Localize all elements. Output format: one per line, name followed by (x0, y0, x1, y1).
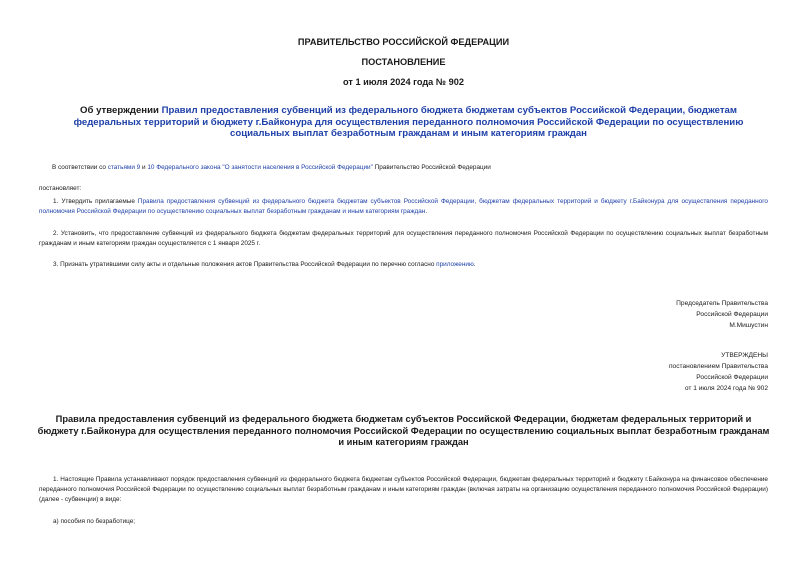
signature-organization: Российской Федерации (696, 311, 768, 318)
rules-subitem-a: а) пособия по безработице; (53, 518, 136, 525)
document-title (56, 105, 761, 140)
approval-by-resolution: постановлением Правительства (668, 363, 768, 370)
preamble-text-before: В соответствии со (52, 164, 108, 171)
item-3-end: . (473, 261, 476, 268)
item-1-text: 1. Утвердить прилагаемые (53, 198, 138, 205)
item-1 (39, 197, 768, 217)
approval-date-number: от 1 июля 2024 года № 902 (684, 385, 768, 392)
article-9-link[interactable]: статьями 9 (107, 164, 141, 171)
rules-title: Правила предоставления субвенций из федерального бюджета бюджетам субъектов Российской Федерации, бюджетам федеральных территорий и бюджету г.Байконура для осуществления переданного полномочия Российской Федерации по осуществлению социальных выплат безработным гражданам и иным категориям граждан (37, 414, 770, 447)
signature-name: М.Мишустин (729, 322, 768, 329)
item-1-rules-link[interactable]: Правила предоставления субвенций из федерального бюджета бюджетам субъектов Российской Федерации, бюджетам федеральных территорий и бюджету г.Байконура для осуществления переданного полномочия Российской Федерации по осуществлению социальных выплат безработным гражданам и иным категориям граждан (39, 198, 768, 215)
item-3-text: 3. Признать утратившими силу акты и отдельные положения актов Правительства Российской Федерации по перечню согласно (53, 261, 437, 268)
item-1-end: . (425, 208, 428, 215)
employment-law-link[interactable]: 10 Федерального закона "О занятости населения в Российской Федерации" (147, 164, 373, 171)
appendix-link[interactable]: приложению (436, 261, 474, 268)
rules-paragraph-1: 1. Настоящие Правила устанавливают порядок предоставления субвенций из федерального бюджета бюджетам субъектов Российской Федерации, бюджетам федеральных территорий и бюджету г.Байконура на финансовое обеспечение переданного полномочия Российской Федерации по осуществлению социальных выплат безработным гражданам и иным категориям граждан (включая затраты на организацию осуществления переданного полномочия Российской Федерации) (далее - субвенции) в виде: (39, 476, 768, 503)
preamble-text-and: и (140, 164, 148, 171)
preamble (52, 163, 768, 173)
signature-block (676, 298, 768, 331)
approval-approved: УТВЕРЖДЕНЫ (721, 352, 768, 359)
title-prefix: Об утверждении (80, 105, 162, 116)
preamble-text-after: Правительство Российской Федерации (372, 164, 491, 171)
document-date-number: от 1 июля 2024 года № 902 (343, 77, 464, 87)
item-2: 2. Установить, что предоставление субвенций из федерального бюджета бюджетам федеральных территорий для осуществления переданного полномочия Российской Федерации по осуществлению социальных выплат безработным гражданам и иным категориям граждан осуществляется с 1 января 2025 г. (39, 230, 768, 247)
decides-label: постановляет: (39, 185, 82, 192)
government-header: ПРАВИТЕЛЬСТВО РОССИЙСКОЙ ФЕДЕРАЦИИ (297, 37, 510, 47)
title-rules-link[interactable]: Правил предоставления субвенций из федерального бюджета бюджетам субъектов Российской Федерации, бюджетам федеральных территорий и бюджету г.Байконура для осуществления переданного полномочия Российской Федерации по осуществлению социальных выплат безработным гражданам и иным категориям граждан (73, 105, 744, 139)
document-type: ПОСТАНОВЛЕНИЕ (361, 57, 446, 67)
signature-position: Председатель Правительства (676, 300, 768, 307)
item-3 (39, 260, 768, 270)
approval-block (669, 350, 768, 394)
approval-organization: Российской Федерации (696, 374, 768, 381)
